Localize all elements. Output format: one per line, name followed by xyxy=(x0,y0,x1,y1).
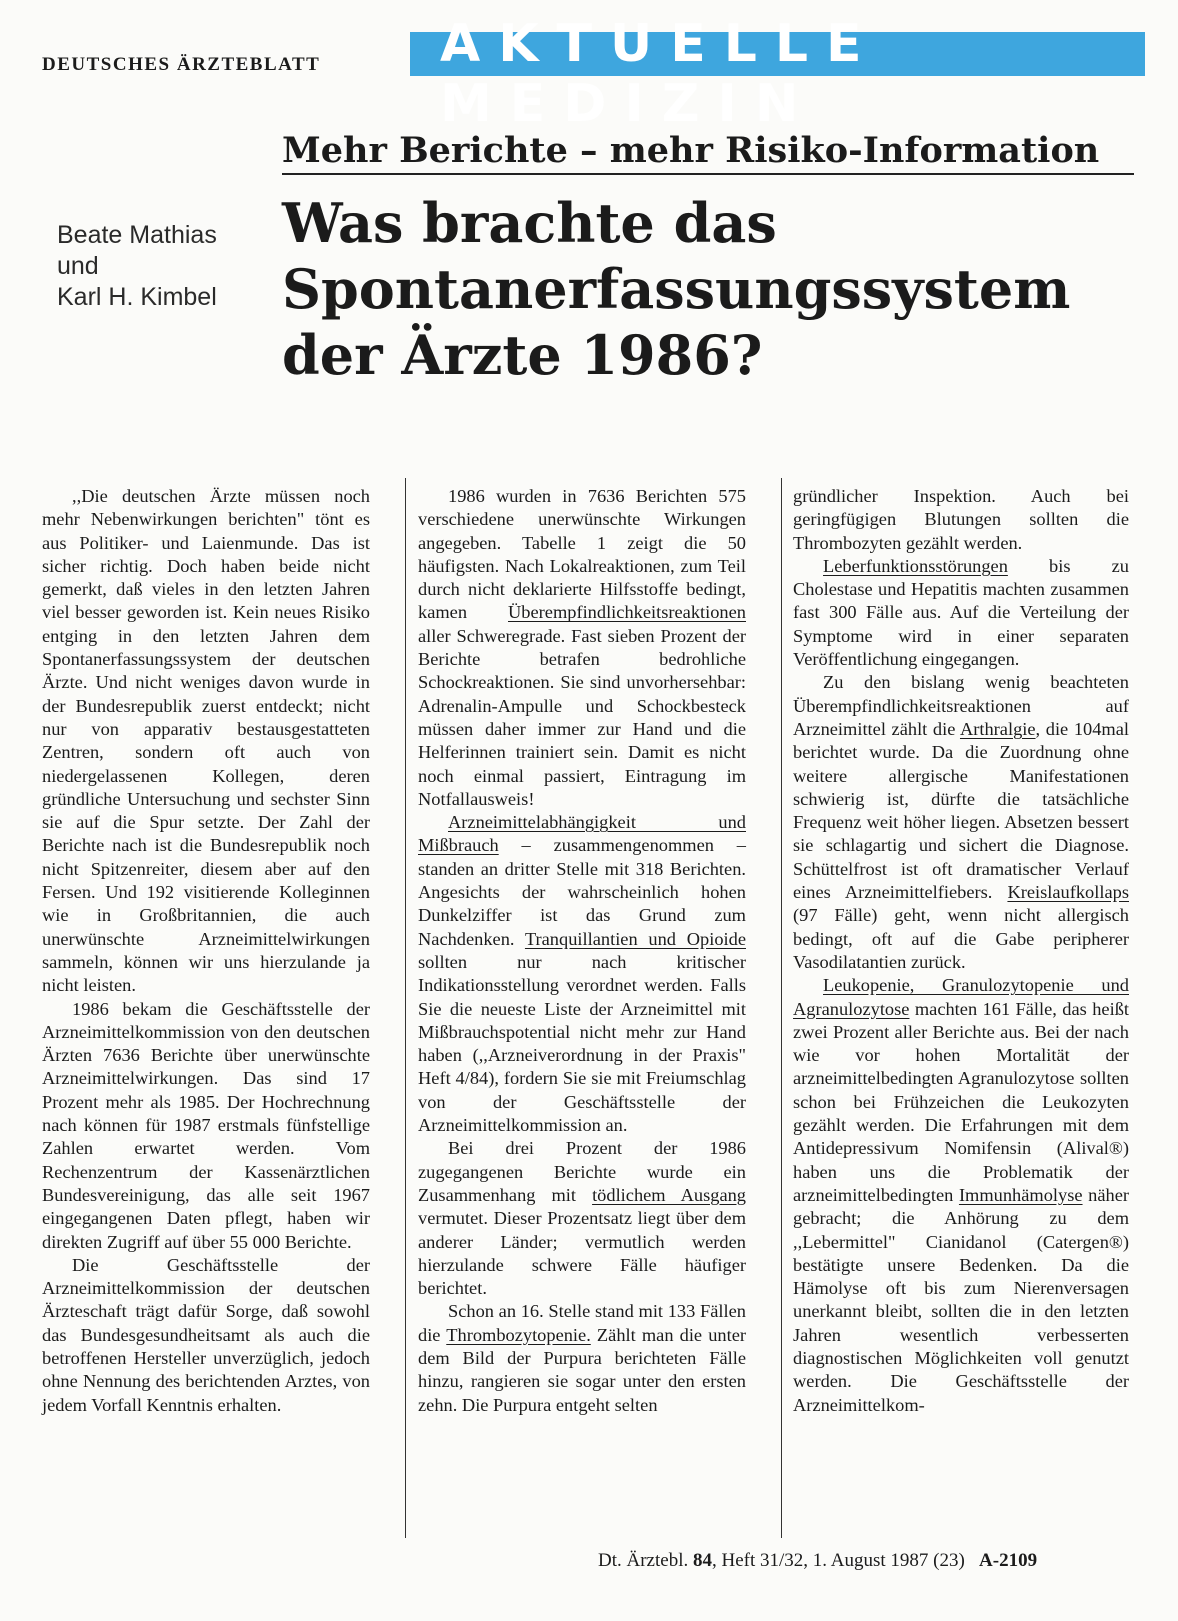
section-banner-label: AKTUELLE MEDIZIN xyxy=(440,14,880,134)
underlined-term: Kreislaufkollaps xyxy=(1007,882,1129,903)
headline-line: Spontanerfassungssystem xyxy=(282,257,1071,321)
paragraph: Leukopenie, Granulozytopenie und Agranulozytose machten 161 Fälle, das heißt zwei Prozent aller Berichte aus. Bei der nach wie vor hohen Mortalität der arzneimittelbedingten Agranulozytose sollten schon bei Frühzeichen die Leukozyten gezählt werden. Die Erfahrungen mit dem Antidepressivum Nomifensin (Alival®) haben uns die Problematik der arzneimittelbedingten Immunhämolyse näher gebracht; die Anhörung zu dem ,,Lebermittel" Cianidanol (Catergen®) bestätigte unsere Bedenken. Da die Hämolyse oft bis zum Nierenversagen unerkannt bleibt, sollten die in den letzten Jahren wesentlich verbesserten diagnostischen Möglichkeiten voll genutzt werden. Die Geschäftsstelle der Arzneimittelkom- xyxy=(793,975,1129,1415)
underlined-term: Arzneimittelabhängigkeit und Mißbrauch xyxy=(418,812,746,856)
underlined-term: Leberfunktionsstörungen xyxy=(823,555,1008,576)
article-headline xyxy=(282,190,1142,388)
text-column-1 xyxy=(42,485,370,1417)
underlined-term: Thrombozytopenie. xyxy=(446,1324,591,1345)
underlined-term: Arthralgie xyxy=(959,718,1036,739)
author-block xyxy=(57,220,217,313)
underlined-term: tödlichem Ausgang xyxy=(592,1184,747,1205)
paragraph: ,,Die deutschen Ärzte müssen noch mehr Nebenwirkungen berichten" tönt es aus Politiker- und Laienmunde. Das ist sicher richtig. Doch haben beide nicht gemerkt, daß vieles in den letzten Jahren viel besser geworden ist. Kein neues Risiko entging in den letzten Jahren dem Spontanerfassungssystem der deutschen Ärzte. Und nicht weniges davon wurde in der Bundesrepublik zuerst entdeckt; nicht nur von apparativ bestausgestatteten Zentren, sondern oft auch von niedergelassenen Kollegen, deren gründliche Untersuchung und sechster Sinn sie auf die Spur setzte. Der Zahl der Berichte nach ist die Bundesrepublik noch nicht Spitzenreiter, diesem aber auf den Fersen. Und 192 visitierende Kolleginnen wie in Großbritannien, die auch unerwünschte Arzneimittelwirkungen sammeln, können wir uns hierzulande ja nicht leisten. xyxy=(42,486,370,996)
paragraph: 1986 wurden in 7636 Berichten 575 verschiedene unerwünschte Wirkungen angegeben. Tabelle 1 zeigt die 50 häufigsten. Nach Lokalreaktionen, zum Teil durch nicht deklarierte Hilfsstoffe bedingt, kamen Überempfindlichkeitsreaktionen aller Schweregrade. Fast sieben Prozent der Berichte betrafen bedrohliche Schockreaktionen. Sie sind unvorhersehbar: Adrenalin-Ampulle und Schockbesteck müssen daher immer zur Hand und die Helferinnen trainiert sein. Damit es nicht noch einmal passiert, Eintragung im Notfallausweis! xyxy=(418,486,746,809)
text-column-2 xyxy=(418,485,746,1417)
paragraph: Die Geschäftsstelle der Arzneimittelkommission der deutschen Ärzteschaft trägt dafür Sorge, daß sowohl das Bundesgesundheitsamt als auch die betroffenen Hersteller unverzüglich, jedoch ohne Nennung des berichtenden Arztes, von jedem Vorfall Kenntnis erhalten. xyxy=(42,1254,370,1415)
page-footer xyxy=(598,1550,1037,1572)
text-column-3 xyxy=(793,485,1129,1417)
headline-line: der Ärzte 1986? xyxy=(282,323,763,387)
headline-line: Was brachte das xyxy=(282,191,777,255)
underlined-term: Immunhämolyse xyxy=(958,1184,1083,1205)
author-conjunction: und xyxy=(57,252,99,280)
column-divider xyxy=(781,478,782,1538)
paragraph: Arzneimittelabhängigkeit und Mißbrauch – zusammengenommen – standen an dritter Stelle mit 318 Berichten. Angesichts der wahrscheinlich hohen Dunkelziffer ist das Grund zum Nachdenken. Tranquillantien und Opioide sollten nur nach kritischer Indikationsstellung verordnet werden. Falls Sie die neueste Liste der Arzneimittel mit Mißbrauchspotential nicht mehr zur Hand haben (,,Arzneiverordnung in der Praxis" Heft 4/84), fordern Sie sie mit Freiumschlag von der Geschäftsstelle der Arzneimittelkommission an. xyxy=(418,812,746,1136)
paragraph: gründlicher Inspektion. Auch bei geringfügigen Blutungen sollten die Thrombozyten gezählt werden. xyxy=(793,486,1129,553)
paragraph: Bei drei Prozent der 1986 zugegangenen Berichte wurde ein Zusammenhang mit tödlichem Ausgang vermutet. Dieser Prozentsatz liegt über dem anderer Länder; vermutlich werden hierzulande schwere Fälle häufiger berichtet. xyxy=(418,1138,747,1299)
underlined-term: Leukopenie, Granulozytopenie und Agranulozytose xyxy=(793,975,1129,1019)
footer-journal: Dt. Ärztebl. xyxy=(598,1550,689,1571)
paragraph: 1986 bekam die Geschäftsstelle der Arzneimittelkommission von den deutschen Ärzten 7636 Berichte über unerwünschte Arzneimittelwirkungen. Das sind 17 Prozent mehr als 1985. Der Hochrechnung nach können für 1987 erstmals fünfstellige Zahlen erwartet werden. Vom Rechenzentrum der Kassenärztlichen Bundesvereinigung, das alle seit 1967 eingegangenen Daten pflegt, haben wir direkten Zugriff auf über 55 000 Berichte. xyxy=(42,998,370,1252)
footer-volume: 84 xyxy=(692,1550,712,1571)
footer-issue-date: , Heft 31/32, 1. August 1987 (23) xyxy=(711,1550,965,1571)
paragraph: Leberfunktionsstörungen bis zu Cholestase und Hepatitis machten zusammen fast 300 Fälle aus. Auf die Verteilung der Symptome wird in einer separaten Veröffentlichung eingegangen. xyxy=(793,555,1129,670)
article-kicker: Mehr Berichte – mehr Risiko-Information xyxy=(282,130,1134,175)
column-divider xyxy=(405,478,406,1538)
paragraph: Schon an 16. Stelle stand mit 133 Fällen die Thrombozytopenie. Zählt man die unter dem Bild der Purpura berichteten Fälle hinzu, rangieren sie sogar unter den ersten zehn. Die Purpura entgeht selten xyxy=(418,1301,747,1415)
section-banner xyxy=(410,14,1145,134)
author-name: Karl H. Kimbel xyxy=(57,283,217,311)
paragraph: Zu den bislang wenig beachteten Überempfindlichkeitsreaktionen auf Arzneimittel zählt die Arthralgie, die 104mal berichtet wurde. Da die Zuordnung ohne weitere allergische Manifestationen schwierig ist, dürfte die tatsächliche Frequenz weit höher liegen. Absetzen bessert sie schlagartig und sichert die Diagnose. Schüttelfrost ist oft dramatischer Verlauf eines Arzneimittelfiebers. Kreislaufkollaps (97 Fälle) geht, wenn nicht allergisch bedingt, oft auf die Gabe peripherer Vasodilatantien zurück. xyxy=(793,672,1129,972)
underlined-term: Tranquillantien und Opioide xyxy=(524,928,746,949)
footer-page-number: A-2109 xyxy=(979,1550,1038,1571)
author-name: Beate Mathias xyxy=(57,221,217,249)
underlined-term: Überempfindlichkeitsreaktionen xyxy=(508,602,746,623)
masthead: DEUTSCHES ÄRZTEBLATT xyxy=(42,54,321,75)
